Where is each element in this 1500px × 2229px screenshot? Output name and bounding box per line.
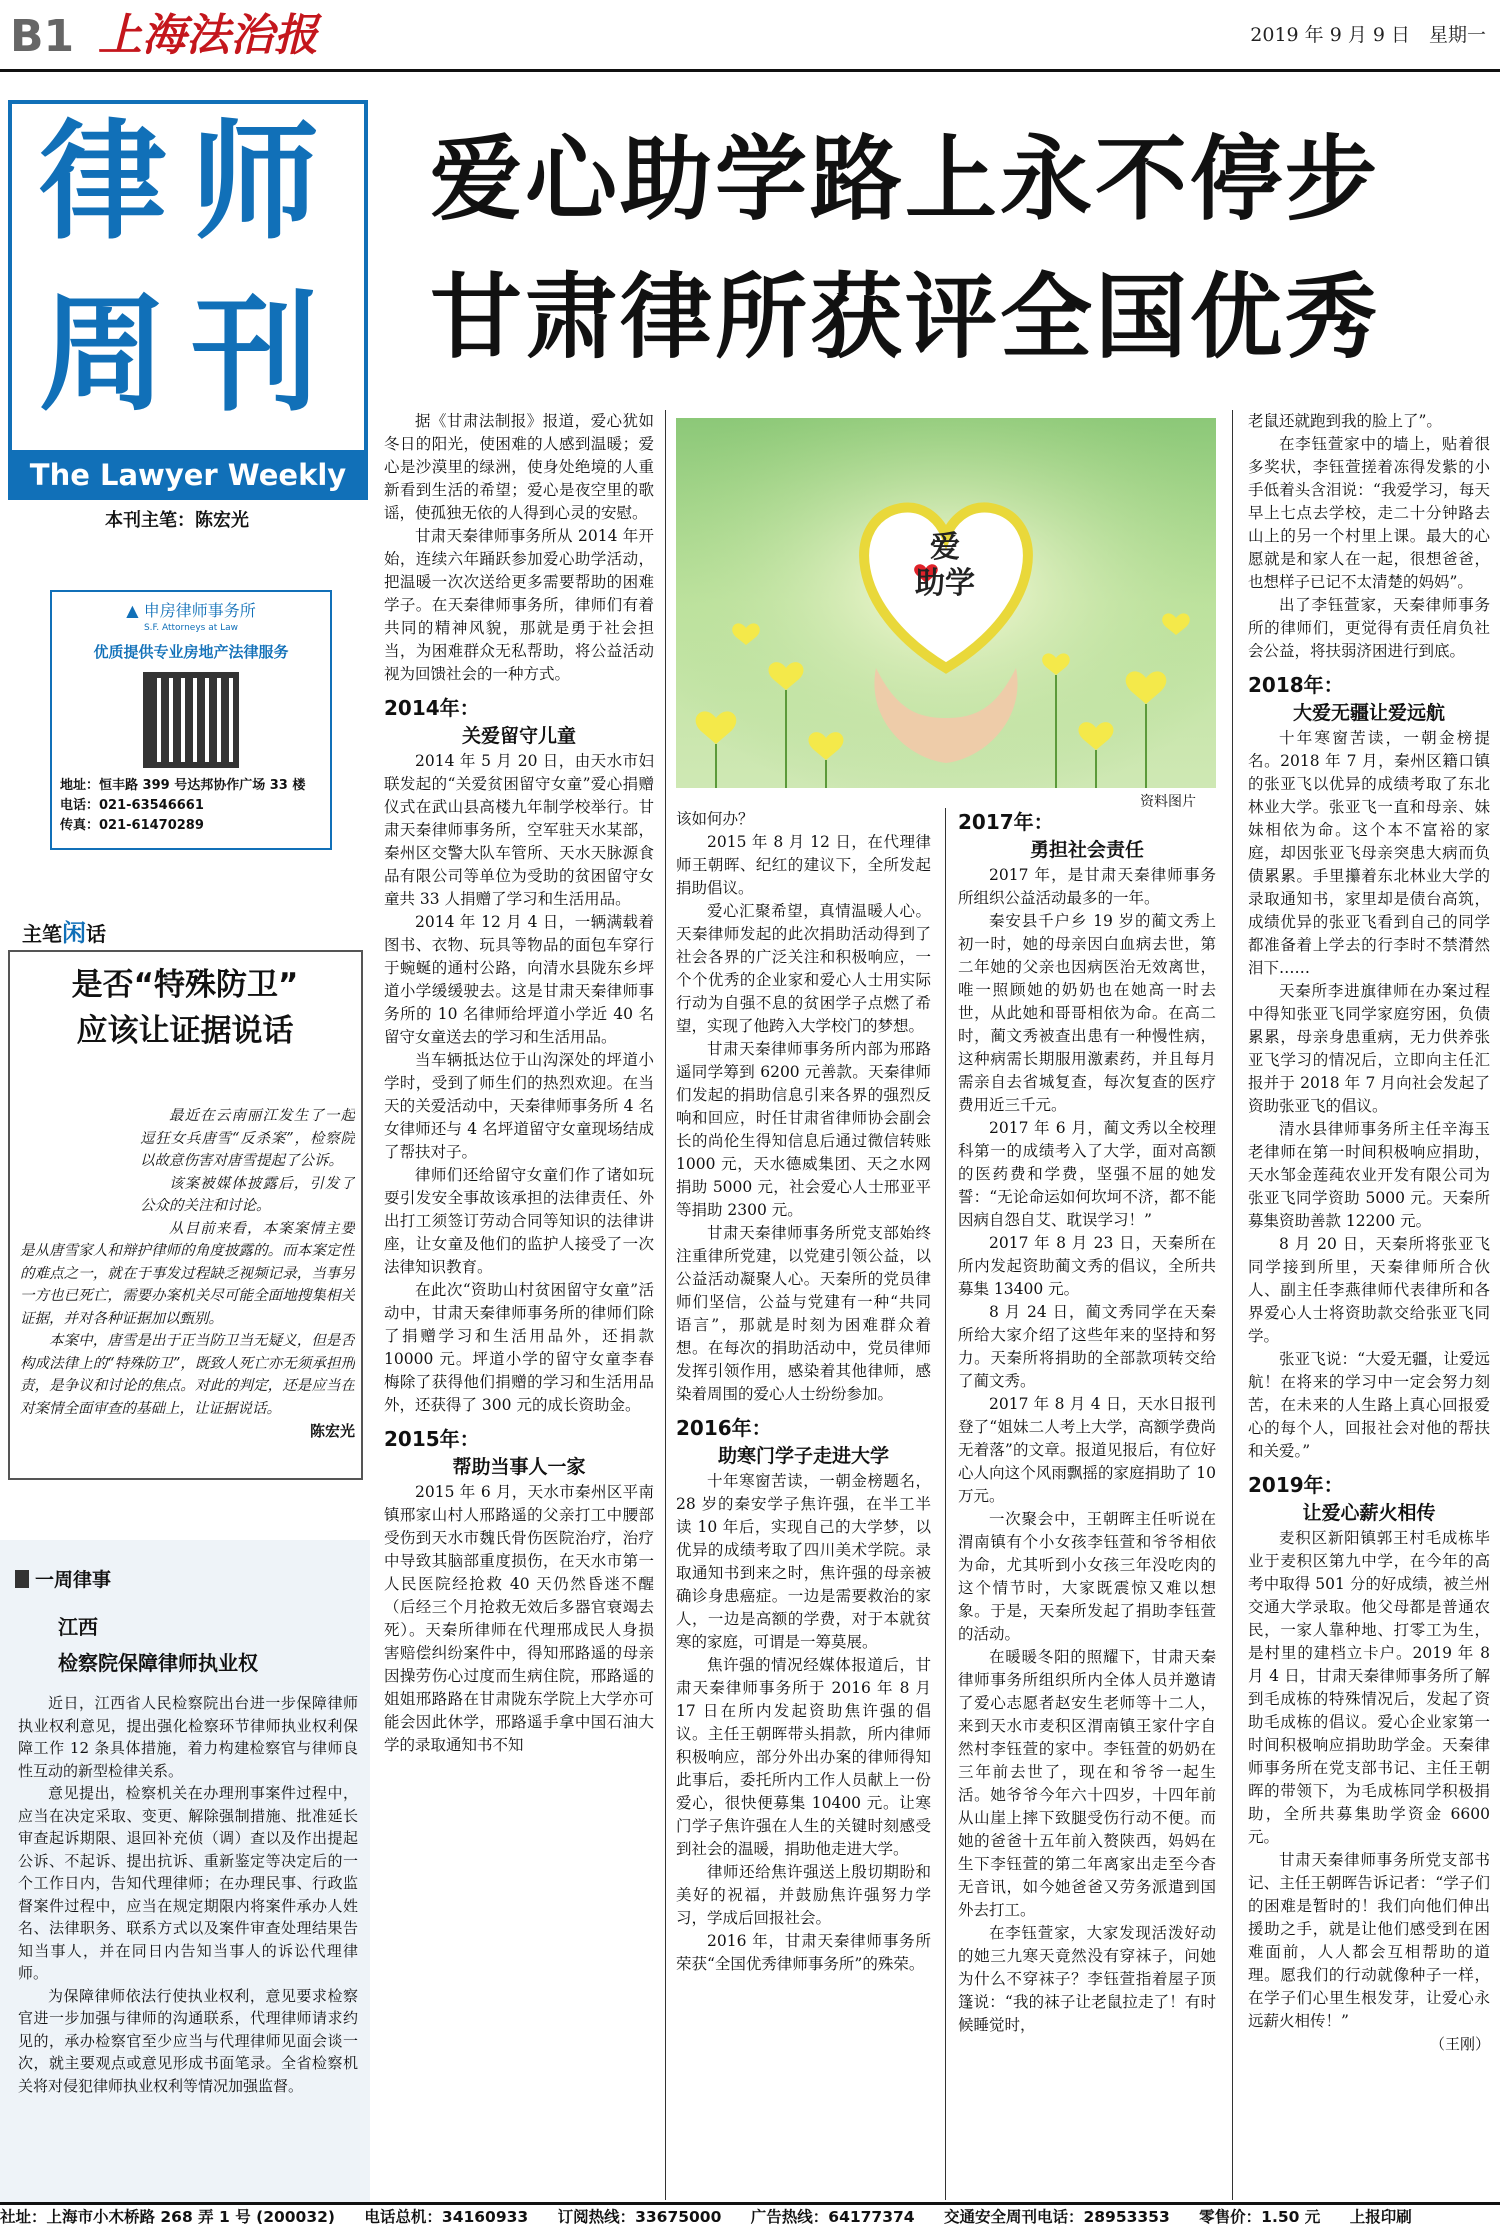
article-paragraph: 律师们还给留守女童们作了诸如玩耍引发安全事故该承担的法律责任、外出打工须签订劳动合同等知识的法律讲座，让女童及他们的监护人接受了一次法律知识教育。: [384, 1166, 654, 1276]
weekly-news-place: 江西: [58, 1615, 98, 1639]
article-column-1: [384, 410, 654, 2200]
column-body: [20, 1105, 355, 1475]
article-paragraph: 2017 年 6 月，蔺文秀以全校理科第一的成绩考入了大学，面对高额的医药费和学费，坚强不屈的她发誓：“无论命运如何坎坷不济，都不能因病自怨自艾、耽误学习！”: [958, 1119, 1216, 1229]
column-title: [20, 962, 350, 1054]
footer-subscription: 订阅热线：33675000: [557, 2208, 722, 2226]
weekly-news-title: 检察院保障律师执业权: [58, 1651, 258, 1675]
article-paragraph: 焦许强的情况经媒体报道后，甘肃天秦律师事务所于 2016 年 8 月 17 日在所内发起资助焦许强的倡议。主任王朝晖带头捐款，所内律师积极响应，部分外出办案的律师得知此事后，委托所内工作人员献上一份爱心，很快便募集 10400 元。让寒门学子焦许强在人生的关键时刻感受到社会的温暖，捐助他走进大学。: [676, 1656, 931, 1858]
photo-badge: [880, 530, 1010, 602]
article-paragraph: 该如何办？: [676, 810, 754, 828]
masthead-title-english: The Lawyer Weekly: [8, 450, 368, 500]
article-paragraph: 麦积区新阳镇郭王村毛成栋毕业于麦积区第九中学，在今年的高考中取得 501 分的好成绩，被兰州交通大学录取。他父母都是普通农民，一家人靠种地、打零工为生，是村里的建档立卡户。2019 年 8 月 4 日，甘肃天秦律师事务所了解到毛成栋的特殊情况后，发起了资助毛成栋的倡议。爱心企业家第一时间积极响应捐助助学金。天秦律师事务所在党支部书记、主任王朝晖的带领下，为毛成栋同学积极捐助，全所共募集助学资金 6600 元。: [1248, 1529, 1490, 1846]
article-paragraph: 在李钰萱家，大家发现活泼好动的她三九寒天竟然没有穿袜子，问她为什么不穿袜子？李钰萱指着屋子顶篷说：“我的袜子让老鼠拉走了！有时候睡觉时，: [958, 1924, 1216, 2034]
page-number: B1: [10, 11, 75, 62]
ad-firm-logo: [60, 600, 322, 622]
article-paragraph: 一次聚会中，王朝晖主任听说在渭南镇有个小女孩李钰萱和爷爷相依为命，尤其听到小女孩三年没吃肉的这个情节时，大家既震惊又难以想象。于是，天秦所发起了捐助李钰萱的活动。: [958, 1510, 1216, 1643]
triangle-logo-icon: ▲: [126, 601, 139, 620]
section-year: 2017年：: [958, 810, 1054, 834]
article-paragraph: 2014 年 12 月 4 日，一辆满载着图书、衣物、玩具等物品的面包车穿行于蜿蜒的通村公路，向清水县陇东乡坪道小学缓缓驶去。这是甘肃天秦律师事务所的 10 名律师给坪道小学近 40 名留守女童送去的学习和生活用品。: [384, 913, 654, 1046]
column-paragraph: 最近在云南丽江发生了一起逗狂女兵唐雪“反杀案”，检察院以故意伤害对唐雪提起了公诉。: [140, 1108, 355, 1169]
article-column-3: [958, 808, 1216, 2200]
section-year: 2015年：: [384, 1427, 480, 1451]
headline-line1: 爱心助学路上永不停步: [430, 126, 1381, 233]
hands-heart-illustration: [676, 418, 1216, 788]
article-paragraph: 甘肃天秦律师事务所党支部始终注重律所党建，以党建引领公益，以公益活动凝聚人心。天秦所的党员律师们坚信，公益与党建有一种“共同语言”，那就是时刻为困难群众着想。在每次的捐助活动中，党员律师发挥引领作用，感染着其他律师，感染着周围的爱心人士纷纷参加。: [676, 1224, 931, 1403]
footer-printer: 上报印刷: [1349, 2208, 1412, 2226]
article-paragraph: 当车辆抵达位于山沟深处的坪道小学时，受到了师生们的热烈欢迎。在当天的关爱活动中，天秦律师事务所 4 名女律师还与 4 名坪道留守女童现场结成了帮扶对子。: [384, 1051, 654, 1161]
article-paragraph: 甘肃天秦律师事务所从 2014 年开始，连续六年踊跃参加爱心助学活动，把温暖一次次送给更多需要帮助的困难学子。在天秦律师事务所，律师们有着共同的精神风貌，那就是勇于社会担当，为困难群众无私帮助，将公益活动视为回馈社会的一种方式。: [384, 527, 654, 683]
article-paragraph: 2015 年 8 月 12 日，在代理律师王朝晖、纪红的建议下，全所发起捐助倡议。: [676, 833, 931, 897]
ad-fax: 传真：021-61470289: [60, 818, 204, 833]
photo-caption: 资料图片: [1140, 794, 1196, 810]
column-paragraph: 该案被媒体披露后，引发了公众的关注和讨论。: [140, 1175, 355, 1214]
ad-slogan: 优质提供专业房地产法律服务: [93, 643, 289, 661]
article-paragraph: 8 月 24 日，蔺文秀同学在天秦所给大家介绍了这些年来的坚持和努力。天秦所将捐助的全部款项转交给了蔺文秀。: [958, 1303, 1216, 1390]
section-subtitle: 让爱心薪火相传: [1302, 1502, 1436, 1524]
section-year: 2014年：: [384, 696, 480, 720]
weekly-paragraph: 意见提出，检察机关在办理刑事案件过程中，应当在决定采取、变更、解除强制措施、批准延长审查起诉期限、退回补充侦（调）查以及作出提起公诉、不起诉、提出抗诉、重新鉴定等决定后的一个工作日内，告知代理律师；在办理民事、行政监督案件过程中，应当在规定期限内将案件承办人姓名、法律职务、联系方式以及案件审查处理结果告知当事人，并在同日内告知当事人的诉讼代理律师。: [18, 1784, 358, 1982]
section-year: 2019年：: [1248, 1473, 1344, 1497]
article-paragraph: 甘肃天秦律师事务所内部为邢路遥同学筹到 6200 元善款。天秦律师们发起的捐助信息引来各界的强烈反响和回应，时任甘肃省律师协会副会长的尚伦生得知信息后通过微信转账 1000 元，天水德威集团、天之水网捐助 5000 元，社会爱心人士邢亚平等捐助 2300 元。: [676, 1040, 931, 1219]
law-firm-ad[interactable]: [50, 590, 332, 850]
ad-phone: 电话：021-63546661: [60, 798, 204, 813]
section-subtitle: 大爱无疆让爱远航: [1292, 702, 1445, 724]
ad-address: 地址：恒丰路 399 号达邦协作广场 33 楼: [60, 778, 306, 793]
newspaper-logo: 上海法治报: [98, 10, 318, 61]
badge-line2: 助学: [915, 566, 975, 601]
article-paragraph: 2017 年 8 月 4 日，天水日报刊登了“姐妹二人考上大学，高额学费尚无着落”的文章。报道见报后，有位好心人向这个风雨飘摇的家庭捐助了 10 万元。: [958, 1395, 1216, 1505]
masthead-title-line2: 周刊: [38, 280, 343, 429]
section-year: 2018年：: [1248, 673, 1344, 697]
column-paragraph: 本案中，唐雪是出于正当防卫当无疑义，但是否构成法律上的“特殊防卫”，既致人死亡亦无须承担刑责，是争议和讨论的焦点。对此的判定，还是应当在对案情全面审查的基础上，让证据说话。: [20, 1333, 355, 1417]
article-paragraph: 据《甘肃法制报》报道，爱心犹如冬日的阳光，使困难的人感到温暖；爱心是沙漠里的绿洲，使身处绝境的人重新看到生活的希望；爱心是夜空里的歌谣，使孤独无依的人得到心灵的安慰。: [384, 412, 654, 522]
section-year: 2016年：: [676, 1416, 772, 1440]
article-paragraph: 出了李钰萱家，天秦律师事务所的律师们，更觉得有责任肩负社会公益，将扶弱济困进行到底。: [1248, 596, 1490, 660]
column-title-line2: 应该让证据说话: [76, 1013, 294, 1049]
masthead-title-line1: 律师: [38, 108, 343, 257]
chief-editor: 本刊主笔：陈宏光: [105, 510, 249, 531]
article-paragraph: 张亚飞说：“大爱无疆，让爱远航！在将来的学习中一定会努力刻苦，在未来的人生路上真心回报爱心的每个人，回报社会对他的帮扶和关爱。”: [1248, 1350, 1490, 1460]
weekly-news-label: 一周律事: [15, 1565, 111, 1592]
article-byline: （王刚）: [1429, 2035, 1490, 2053]
article-paragraph: 十年寒窗苦读，一朝金榜题名，28 岁的秦安学子焦许强，在半工半读 10 年后，实现自己的大学梦，以优异的成绩考取了四川美术学院。录取通知书到来之时，焦许强的母亲被确诊身患癌症。一边是需要救治的家人，一边是高额的学费，对于本就贫寒的家庭，可谓是一筹莫展。: [676, 1472, 931, 1651]
footer-address: 社址：上海市小木桥路 268 弄 1 号 (200032): [0, 2208, 335, 2226]
article-paragraph: 清水县律师事务所主任辛海玉老律师在第一时间积极响应捐助，天水邹金莲莼农业开发有限公司为张亚飞同学资助 5000 元。天秦所募集资助善款 12200 元。: [1248, 1120, 1490, 1230]
column-label-prefix: 主笔: [22, 922, 62, 946]
qr-code-icon[interactable]: [143, 672, 239, 768]
footer-price: 零售价：1.50 元: [1199, 2208, 1321, 2226]
footer-traffic: 交通安全周刊电话：28953353: [943, 2208, 1170, 2226]
column-label: [22, 918, 106, 949]
article-paragraph: 2017 年 8 月 23 日，天秦所在所内发起资助蔺文秀的倡议，全所共募集 13400 元。: [958, 1234, 1216, 1298]
article-paragraph: 在李钰萱家中的墙上，贴着很多奖状，李钰萱搓着冻得发紫的小手低着头含泪说：“我爱学习，每天早上七点去学校，走二十分钟路去山上的另一个村里上课。最大的心愿就是和家人在一起，很想爸爸，也想样子已记不太清楚的妈妈”。: [1248, 435, 1490, 591]
footer-ads: 广告热线：64177374: [750, 2208, 915, 2226]
ad-firm-english: S.F. Attorneys at Law: [143, 623, 239, 633]
page-footer: [0, 2202, 1500, 2229]
column-title-line1: 是否“特殊防卫”: [71, 967, 299, 1003]
article-paragraph: 2017 年，是甘肃天秦律师事务所组织公益活动最多的一年。: [958, 866, 1216, 907]
badge-line1: 爱: [930, 530, 960, 565]
article-paragraph: 秦安县千户乡 19 岁的蔺文秀上初一时，她的母亲因白血病去世，第二年她的父亲也因病医治无效离世，唯一照顾她的奶奶也在她高一时去世，从此她和哥哥相依为命。在高二时，蔺文秀被查出患有一种慢性病，这种病需长期服用激素药，并且每月需亲自去省城复查，每次复查的医疗费用近三千元。: [958, 912, 1216, 1114]
charity-photo: [676, 418, 1216, 788]
article-paragraph: 2015 年 6 月，天水市秦州区平南镇邢家山村人邢路遥的父亲打工中腰部受伤到天水市魏氏骨伤医院治疗，治疗中导致其脑部重度损伤，在天水市第一人民医院经抢救 40 天仍然昏迷不醒（后经三个月抢救无效后多器官衰竭去死）。天秦所律师在代理邢成民人身损害赔偿纠纷案件中，得知邢路遥的母亲因操劳伤心过度而生病住院，邢路遥的姐姐邢路路在甘肃陇东学院上大学亦可能会因此休学，邢路遥手拿中国石油大学的录取通知书不知: [384, 1483, 654, 1754]
column-author: 陈宏光: [309, 1422, 355, 1440]
article-paragraph: 天秦所李进旗律师在办案过程中得知张亚飞同学家庭穷困，负债累累，母亲身患重病，无力供养张亚飞学习的情况后，立即向主任汇报并于 2018 年 7 月向社会发起了资助张亚飞的倡议。: [1248, 982, 1490, 1115]
article-paragraph: 8 月 20 日，天秦所将张亚飞同学接到所里，天秦律师所合伙人、副主任李燕律师代表律所和各界爱心人士将资助款交给张亚飞同学。: [1248, 1235, 1490, 1345]
article-paragraph: 2014 年 5 月 20 日，由天水市妇联发起的“关爱贫困留守女童”爱心捐赠仪式在武山县高楼九年制学校举行。甘肃天秦律师事务所，空军驻天水某部，秦州区交警大队车管所、天水天脉源食品有限公司等单位为受助的贫困留守女童共 33 人捐赠了学习和生活用品。: [384, 752, 654, 908]
article-column-2: [676, 808, 931, 2200]
weekly-paragraph: 近日，江西省人民检察院出台进一步保障律师执业权利意见，提出强化检察环节律师执业权利保障工作 12 条具体措施，着力构建检察官与律师良性互动的新型检律关系。: [18, 1694, 358, 1780]
column-paragraph: 从目前来看，本案案情主要是从唐雪家人和辩护律师的角度披露的。而本案定性的难点之一，就在于事发过程缺乏视频记录，当事另一方也已死亡，需要办案机关尽可能全面地搜集相关证据，并对各种证据加以甄别。: [20, 1220, 355, 1327]
section-subtitle: 助寒门学子走进大学: [717, 1445, 889, 1467]
weekly-news-body: [18, 1692, 358, 2202]
footer-switchboard: 电话总机：34160933: [364, 2208, 529, 2226]
column-label-suffix: 话: [86, 922, 106, 946]
headline-line2: 甘肃律所获评全国优秀: [430, 264, 1381, 371]
issue-date: 2019 年 9 月 9 日 星期一: [1250, 24, 1486, 46]
article-paragraph: 在暖暖冬阳的照耀下，甘肃天秦律师事务所组织所内全体人员并邀请了爱心志愿者赵安生老师等十二人，来到天水市麦积区渭南镇王家什字自然村李钰萱的家中。李钰萱的奶奶在三年前去世了，现在和爷爷一起生活。她爷爷今年六十四岁，十四年前从山崖上摔下致腿受伤行动不便。而她的爸爸十五年前入赘陕西，妈妈在生下李钰萱的第二年离家出走至今杳无音讯，如今她爸爸又劳务派遣到国外去打工。: [958, 1648, 1216, 1919]
column-label-emph: 闲: [62, 919, 86, 947]
article-paragraph: 在此次“资助山村贫困留守女童”活动中，甘肃天秦律师事务所的律师们除了捐赠学习和生活用品外，还捐款 10000 元。坪道小学的留守女童李春梅除了获得他们捐赠的学习和生活用品外，还获得了 300 元的成长资助金。: [384, 1281, 654, 1414]
article-paragraph: 甘肃天秦律师事务所党支部书记、主任王朝晖告诉记者：“学子们的困难是暂时的！我们向他们伸出援助之手，就是让他们感受到在困难面前，人人都会互相帮助的道理。愿我们的行动就像种子一样，在学子们心里生根发芽，让爱心永远薪火相传！”: [1248, 1851, 1490, 2030]
article-paragraph: 律师还给焦许强送上殷切期盼和美好的祝福，并鼓励焦许强努力学习，学成后回报社会。: [676, 1863, 931, 1927]
article-column-4: [1248, 410, 1490, 2200]
article-paragraph: 老鼠还就跑到我的脸上了”。: [1248, 412, 1442, 430]
ad-firm-name: 申房律师事务所: [143, 601, 256, 620]
article-paragraph: 十年寒窗苦读，一朝金榜提名。2018 年 7 月，秦州区籍口镇的张亚飞以优异的成绩考取了东北林业大学。张亚飞一直和母亲、妹妹相依为命。这个本不富裕的家庭，却因张亚飞母亲突患大病而负债累累。手里攥着东北林业大学的录取通知书，家里却是债台高筑，成绩优异的张亚飞看到自己的同学都准备着上学去的行李时不禁潸然泪下……: [1248, 729, 1490, 977]
section-subtitle: 帮助当事人一家: [452, 1456, 586, 1478]
section-subtitle: 勇担社会责任: [1029, 839, 1144, 861]
article-paragraph: 爱心汇聚希望，真情温暖人心。天秦律师发起的此次捐助活动得到了社会各界的广泛关注和积极响应，一个个优秀的企业家和爱心人士用实际行动为自强不息的贫困学子点燃了希望，实现了他跨入大学校门的梦想。: [676, 902, 931, 1035]
weekly-paragraph: 为保障律师依法行使执业权利，意见要求检察官进一步加强与律师的沟通联系，代理律师请求约见的，承办检察官至少应当与代理律师见面会谈一次，就主要观点或意见形成书面笔录。全省检察机关将对侵犯律师执业权利等情况加强监督。: [18, 1986, 358, 2095]
article-paragraph: 2016 年，甘肃天秦律师事务所荣获“全国优秀律师事务所”的殊荣。: [676, 1932, 931, 1973]
section-subtitle: 关爱留守儿童: [461, 725, 576, 747]
